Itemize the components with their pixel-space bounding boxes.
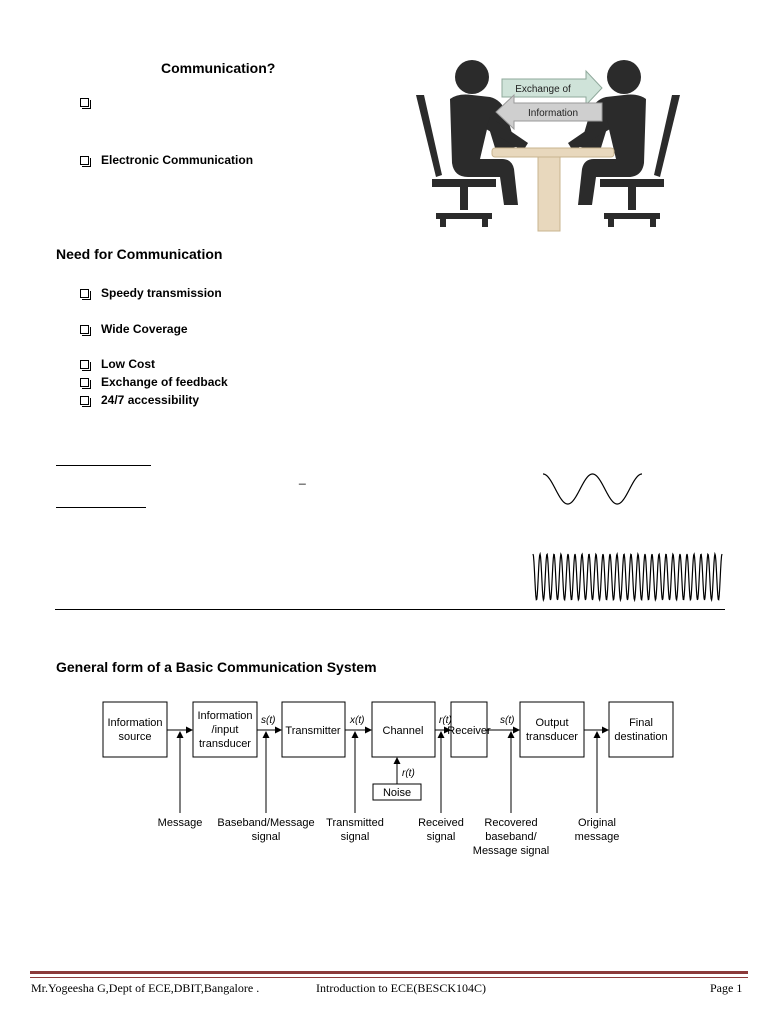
system-heading: General form of a Basic Communication System: [56, 659, 377, 675]
arrow-top-label: Exchange of: [515, 84, 571, 95]
signal-label: s(t): [500, 715, 515, 726]
checkbox-bullet-icon: [80, 378, 89, 387]
low-frequency-wave: [543, 474, 642, 504]
block-information-source: [103, 702, 167, 757]
bullet-electronic-label: Electronic Communication: [101, 153, 254, 167]
arrow-bottom-label: Information: [527, 108, 579, 119]
left-chair-seat: [432, 179, 496, 187]
block-diagram: [100, 695, 680, 860]
checkbox-bullet-icon: [80, 98, 89, 107]
block-final-destination: [609, 702, 673, 757]
table-top: [492, 148, 614, 157]
bottom-label: Message signal: [472, 845, 550, 857]
underline-blank-2: [56, 507, 146, 508]
need-item: [80, 393, 199, 407]
block-output-transducer: [520, 702, 584, 757]
need-heading: Need for Communication: [56, 246, 223, 262]
footer-rule-thick: [30, 971, 748, 974]
high-frequency-wave-icon: [530, 552, 725, 602]
checkbox-bullet-icon: [80, 289, 89, 298]
signal-label: r(t): [439, 715, 452, 726]
need-item-label: Speedy transmission: [101, 286, 222, 300]
block-label: Output: [535, 717, 569, 729]
need-item: [80, 286, 222, 300]
bottom-label: Baseband/Message: [217, 817, 315, 829]
need-item: [80, 375, 228, 389]
block-label: Receiver: [447, 725, 491, 737]
bottom-label: Message: [157, 817, 203, 829]
section-divider: [55, 609, 725, 610]
right-chair-legs: [604, 187, 660, 227]
block-label: Information: [197, 710, 253, 722]
bottom-label: Original: [578, 817, 616, 829]
underline-blank-1: [56, 465, 151, 466]
block-label: transducer: [199, 738, 251, 750]
signal-label: x(t): [350, 715, 365, 726]
signal-label: s(t): [261, 715, 276, 726]
bottom-label: signal: [251, 831, 281, 843]
high-frequency-wave: [533, 554, 722, 600]
bullet-empty: [80, 98, 101, 107]
block-label: transducer: [526, 731, 578, 743]
bottom-label: message: [574, 831, 620, 843]
right-chair-seat: [600, 179, 664, 187]
block-label: Transmitter: [285, 725, 341, 737]
left-chair-back: [416, 95, 442, 177]
bottom-label: Recovered: [484, 817, 538, 829]
bottom-label: Transmitted: [326, 817, 384, 829]
bottom-label: Received: [418, 817, 464, 829]
need-item-label: Exchange of feedback: [101, 375, 228, 389]
need-item-label: 24/7 accessibility: [101, 393, 200, 407]
dash-mark: _: [299, 471, 306, 485]
block-label: destination: [614, 731, 668, 743]
two-people-conversation-icon: [410, 55, 685, 235]
noise-label: Noise: [382, 787, 412, 799]
block-label: Information: [107, 717, 163, 729]
bottom-label: baseband/: [485, 831, 537, 843]
checkbox-bullet-icon: [80, 156, 89, 165]
checkbox-bullet-icon: [80, 360, 89, 369]
left-chair-legs: [436, 187, 492, 227]
bullet-electronic: [80, 153, 253, 167]
block-label: Final: [629, 717, 653, 729]
signal-label: r(t): [402, 768, 415, 779]
footer-page: Page 1: [710, 981, 743, 995]
need-item-label: Low Cost: [101, 357, 155, 371]
need-item-label: Wide Coverage: [101, 322, 188, 336]
question-heading: Communication?: [161, 60, 276, 76]
right-chair-back: [654, 95, 680, 177]
checkbox-bullet-icon: [80, 396, 89, 405]
block-label: /input: [211, 724, 239, 736]
left-person-head: [455, 60, 489, 94]
block-label: source: [118, 731, 152, 743]
footer-author: Mr.Yogeesha G,Dept of ECE,DBIT,Bangalore .: [31, 981, 260, 995]
bottom-label: signal: [340, 831, 370, 843]
footer-rule-thin: [30, 977, 748, 978]
footer-course: Introduction to ECE(BESCK104C): [316, 981, 486, 995]
right-person-head: [607, 60, 641, 94]
need-item: [80, 322, 188, 336]
table-leg: [538, 157, 560, 231]
low-frequency-wave-icon: [540, 472, 645, 506]
checkbox-bullet-icon: [80, 325, 89, 334]
block-label: Channel: [382, 725, 424, 737]
need-item: [80, 357, 155, 371]
bottom-label: signal: [426, 831, 456, 843]
